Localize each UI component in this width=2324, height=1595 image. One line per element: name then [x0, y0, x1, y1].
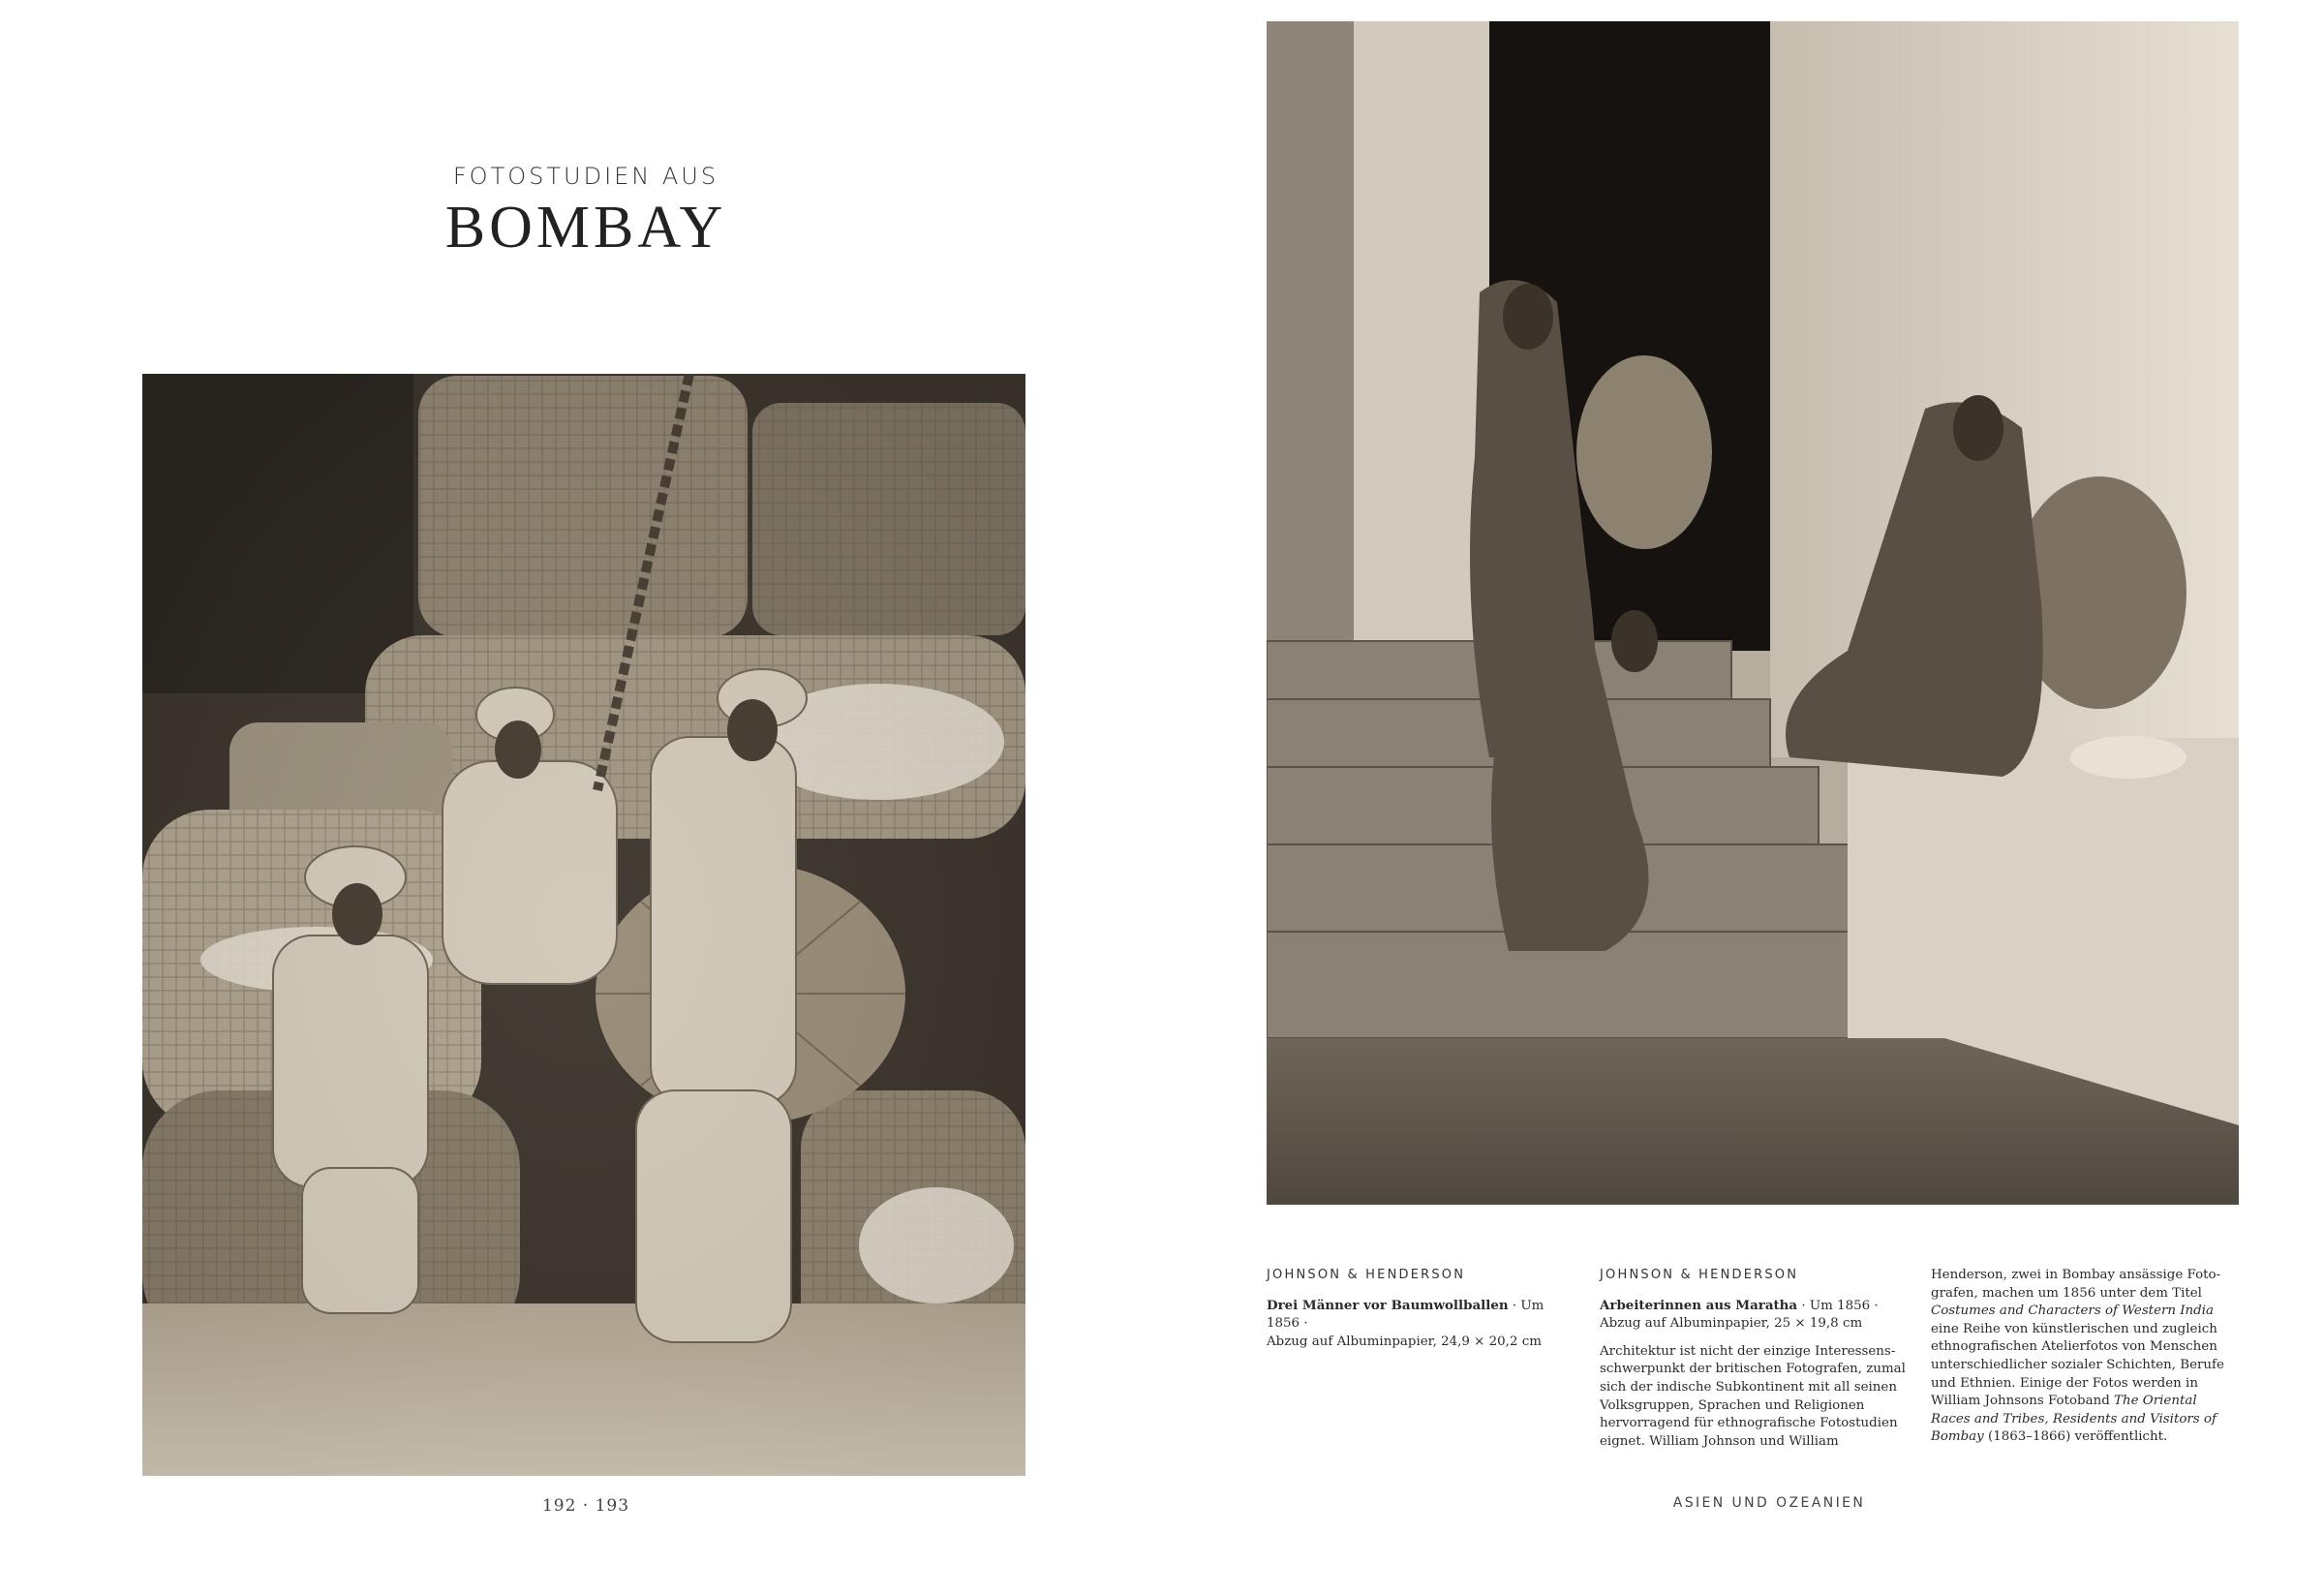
caption-column-2	[1600, 1267, 1910, 1451]
photo-maratha-women	[1267, 21, 2239, 1205]
caption-medium: Abzug auf Albuminpapier, 25 × 19,8 cm	[1600, 1316, 1863, 1332]
body-text-segment: Henderson, zwei in Bombay ansässige Fotografen, machen um 1856 unter dem Titel	[1931, 1268, 2221, 1301]
caption-title: Arbeiterinnen aus Maratha	[1600, 1297, 1798, 1313]
body-text-segment: (1863–1866) veröffentlicht.	[1983, 1429, 2168, 1445]
caption-column-1	[1267, 1267, 1576, 1351]
caption-date: · Um 1856 ·	[1797, 1298, 1879, 1313]
page-numbers: 192 · 193	[541, 1496, 630, 1516]
photo-three-men-cotton-bales	[142, 374, 1025, 1476]
book-title-italic: The Oriental Races and Tribes, Residents and Visitors of Bombay	[1931, 1394, 2217, 1445]
caption-author: JOHNSON & HENDERSON	[1600, 1268, 1799, 1282]
caption-title: Drei Männer vor Baumwollballen	[1267, 1297, 1509, 1313]
book-title-italic: Costumes and Characters of Western India	[1931, 1304, 2215, 1319]
title-headline: BOMBAY	[444, 195, 727, 261]
chapter-title	[290, 163, 881, 262]
caption-date: · Um 1856 ·	[1267, 1298, 1544, 1332]
body-paragraph-start: Architektur ist nicht der einzige Interessensschwerpunkt der britischen Fotografen, zumal sich der indische Subkontinent mit all seinen Volksgruppen, Sprachen und Religionen hervorragend für ethnografische Fotostudien eignet. William Johnson und William	[1600, 1343, 1906, 1449]
photo-three-men-illustration	[142, 374, 1025, 1476]
body-paragraph-continued	[1931, 1267, 2239, 1447]
photo-maratha-women-illustration	[1267, 21, 2239, 1205]
title-kicker: FOTOSTUDIEN AUS	[452, 163, 719, 190]
section-footer: ASIEN UND OZEANIEN	[1672, 1495, 1866, 1511]
caption-author: JOHNSON & HENDERSON	[1267, 1268, 1466, 1282]
caption-medium: Abzug auf Albuminpapier, 24,9 × 20,2 cm	[1267, 1334, 1542, 1349]
body-text-segment: eine Reihe von künstlerischen und zugleich ethnografischen Atelierfotos von Menschen unterschiedlicher sozialer Schichten, Berufe und Ethnien. Einige der Fotos werden in William Johnsons Fotoband	[1931, 1321, 2224, 1409]
caption-column-3	[1931, 1267, 2239, 1447]
